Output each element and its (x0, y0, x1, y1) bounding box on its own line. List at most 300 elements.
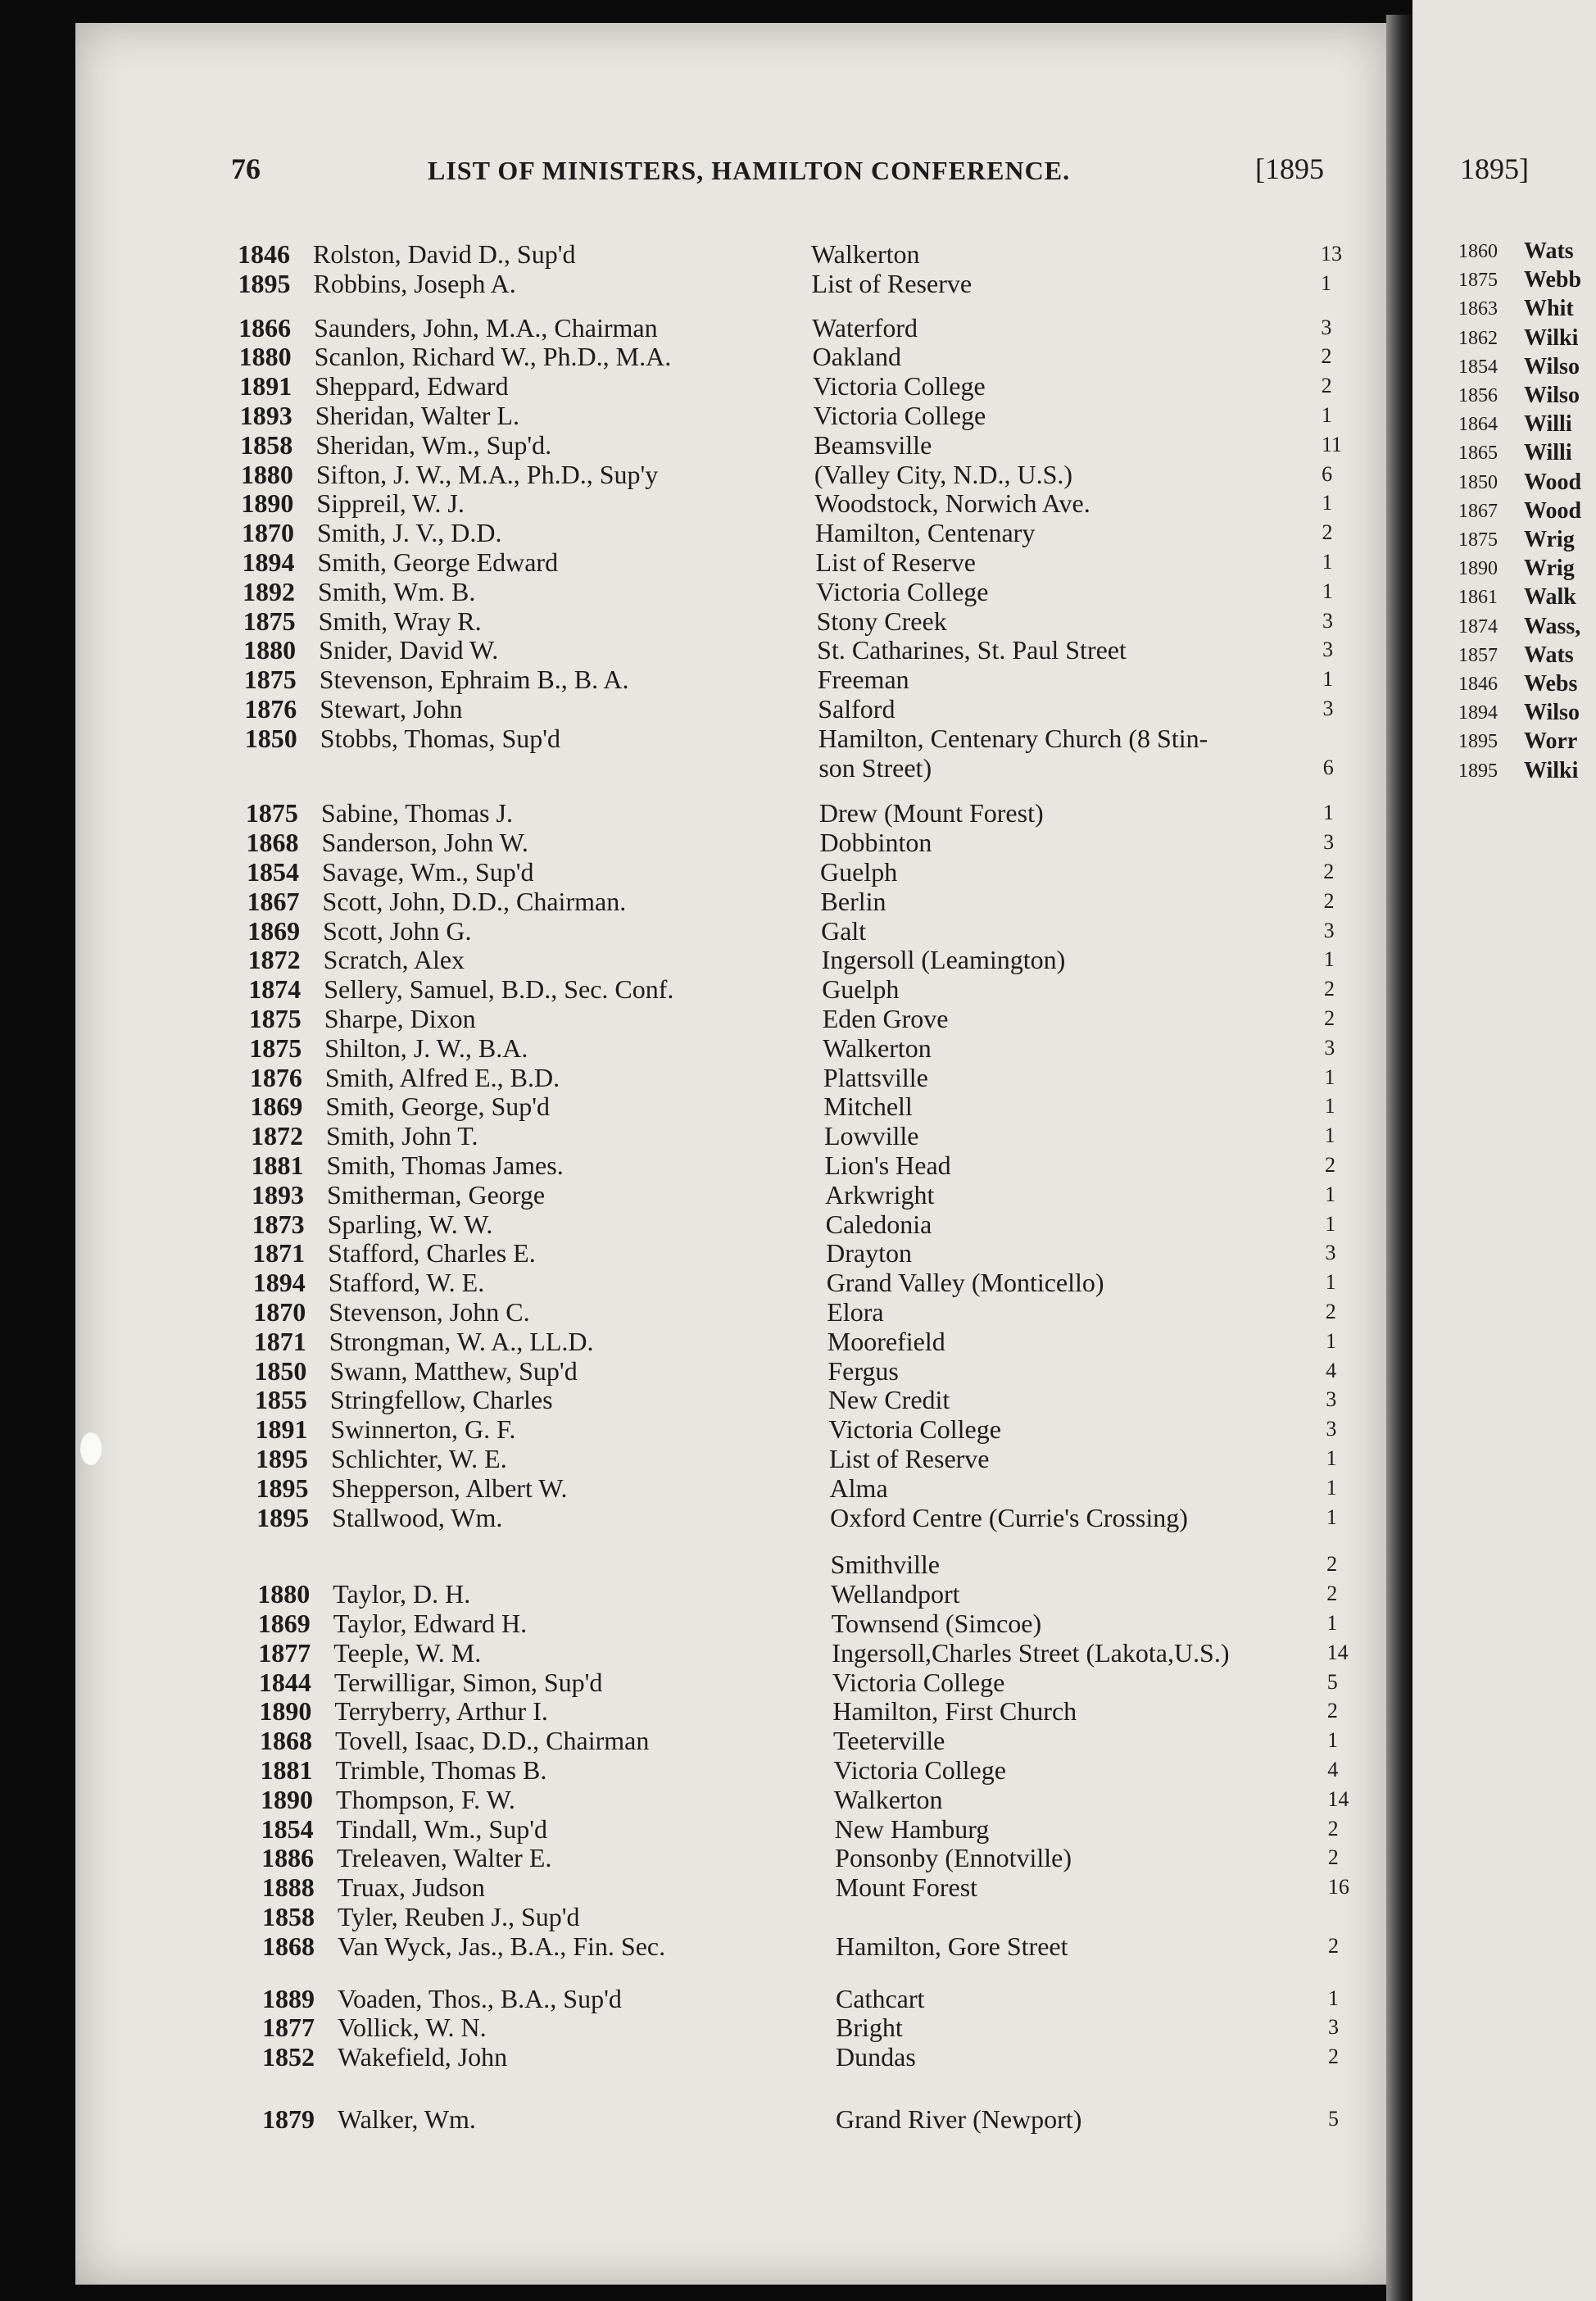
list-item (0, 1268, 1596, 1297)
entry-name: Smith, Thomas James. (326, 1150, 564, 1180)
page-number: 76 (231, 152, 261, 185)
entry-year: 1868 (262, 1931, 315, 1961)
entry-station: Victoria College (832, 1667, 1005, 1697)
list-item (0, 916, 1596, 946)
entry-station: Woodstock, Norwich Ave. (814, 488, 1090, 519)
list-item (0, 1902, 1596, 1931)
entry-name: Smith, George Edward (317, 547, 559, 577)
next-page-item (1458, 757, 1596, 785)
entry-name: Sellery, Samuel, B.D., Sec. Conf. (324, 974, 674, 1005)
entry-year: 1895 (238, 268, 291, 298)
next-page-item (1458, 728, 1596, 756)
entry-station: Wellandport (831, 1579, 960, 1609)
entry-station: Smithville (830, 1550, 940, 1580)
entry-station: Alma (829, 1473, 888, 1503)
list-item (0, 239, 1596, 269)
entry-years: 1 (1323, 947, 1335, 972)
list-item (0, 974, 1596, 1004)
entry-year: 1867 (247, 886, 300, 916)
entry-years: 1 (1322, 579, 1333, 603)
entry-years: 2 (1326, 1552, 1338, 1577)
entry-name: Shepperson, Albert W. (331, 1473, 568, 1503)
entry-name: Terwilligar, Simon, Sup'd (333, 1667, 603, 1697)
list-item (0, 1473, 1596, 1503)
next-page-item (1458, 699, 1596, 727)
next-entry-name: Wood (1524, 497, 1582, 524)
list-item (0, 460, 1596, 489)
entry-years: 3 (1322, 638, 1334, 662)
entry-name: Tyler, Reuben J., Sup'd (338, 1902, 580, 1931)
entry-station: Plattsville (823, 1062, 928, 1092)
entry-name: Sheridan, Walter L. (315, 401, 519, 430)
entry-year: 1844 (258, 1667, 311, 1697)
entry-station: Eden Grove (822, 1004, 949, 1033)
entry-station: Drayton (826, 1238, 912, 1268)
list-item (0, 1755, 1596, 1785)
next-page-item (1458, 526, 1596, 554)
header-year: [1895 (1255, 152, 1324, 185)
entry-station: Walkerton (834, 1784, 943, 1814)
entry-year: 1875 (243, 606, 296, 636)
list-item (0, 945, 1596, 974)
entry-years: 4 (1326, 1358, 1337, 1382)
entry-years: 3 (1324, 1035, 1335, 1060)
next-entry-name: Whit (1524, 296, 1574, 322)
next-entry-name: Wilki (1524, 757, 1579, 783)
entry-year: 1895 (256, 1473, 309, 1503)
entry-year: 1858 (240, 429, 293, 460)
entry-name: Wakefield, John (338, 2042, 508, 2072)
entry-name: Vollick, W. N. (338, 2013, 487, 2043)
entry-station: Oxford Centre (Currie's Crossing) (830, 1502, 1188, 1532)
list-item (0, 1444, 1596, 1473)
page-title: LIST OF MINISTERS, HAMILTON CONFERENCE. (428, 156, 1071, 185)
entry-station: Waterford (812, 312, 918, 343)
entry-years: 3 (1322, 697, 1334, 720)
entry-station: Drew (Mount Forest) (818, 798, 1044, 828)
list-item (0, 1210, 1596, 1239)
entry-name: Smith, George, Sup'd (325, 1092, 551, 1122)
entry-year: 1888 (261, 1872, 315, 1903)
list-item (0, 1872, 1596, 1902)
list-item (0, 577, 1596, 606)
entry-name: Saunders, John, M.A., Chairman (314, 312, 658, 343)
entry-year: 1875 (248, 1004, 302, 1033)
next-entry-name: Wrig (1524, 556, 1575, 582)
list-item (0, 694, 1596, 724)
entry-station: Victoria College (816, 576, 989, 606)
entry-years: 2 (1328, 1933, 1339, 1958)
entry-year: 1870 (253, 1297, 306, 1327)
entry-year: 1893 (252, 1179, 305, 1210)
next-entry-year: 1890 (1458, 558, 1498, 580)
entry-station: List of Reserve (811, 268, 973, 298)
entry-station: Hamilton, First Church (832, 1696, 1077, 1727)
next-page-item (1458, 642, 1596, 669)
entry-year: 1858 (262, 1902, 315, 1931)
entry-years: 2 (1321, 344, 1332, 369)
entry-name: Sheppard, Edward (315, 371, 509, 402)
next-entry-year: 1846 (1458, 674, 1498, 695)
entry-year: 1875 (243, 665, 297, 695)
list-item (0, 828, 1596, 857)
entry-year: 1881 (260, 1755, 313, 1785)
next-page-item (1458, 497, 1596, 525)
list-item (0, 1550, 1596, 1579)
list-item (0, 1121, 1596, 1150)
entry-station: Moorefield (827, 1326, 945, 1356)
entry-name: Sheridan, Wm., Sup'd. (315, 429, 552, 460)
list-item (0, 401, 1596, 430)
entry-years: 1 (1325, 1182, 1336, 1206)
list-item (0, 313, 1596, 343)
next-entry-year: 1860 (1458, 241, 1498, 262)
entry-station: List of Reserve (829, 1444, 990, 1473)
entry-station: Hamilton, Centenary (814, 518, 1036, 548)
entry-year: 1892 (243, 576, 296, 606)
entry-name: Scanlon, Richard W., Ph.D., M.A. (314, 342, 672, 372)
entry-years: 1 (1324, 1064, 1335, 1089)
entry-name: Taylor, Edward H. (333, 1609, 528, 1638)
entry-year: 1889 (262, 1983, 315, 2013)
entry-years: 1 (1321, 270, 1332, 295)
list-item (0, 1063, 1596, 1092)
entry-station: Dundas (836, 2042, 916, 2072)
entry-name: Swinnerton, G. F. (330, 1414, 516, 1445)
entry-year: 1875 (249, 1032, 302, 1063)
next-entry-name: Walk (1524, 584, 1576, 610)
list-item (0, 2042, 1596, 2072)
entry-name: Thompson, F. W. (336, 1784, 515, 1814)
entry-years: 2 (1327, 1816, 1339, 1840)
next-entry-year: 1854 (1458, 356, 1498, 378)
list-item (0, 1696, 1596, 1726)
list-item (0, 547, 1596, 577)
entry-years: 14 (1327, 1786, 1349, 1811)
list-item (0, 1004, 1596, 1033)
next-entry-name: Wilso (1524, 700, 1580, 726)
entry-years: 5 (1326, 1669, 1338, 1694)
entry-year: 1894 (242, 547, 295, 577)
entry-years: 2 (1323, 977, 1335, 1001)
entry-name: Terryberry, Arthur I. (334, 1696, 548, 1727)
entry-years: 2 (1321, 374, 1332, 398)
next-page-item (1458, 555, 1596, 583)
entry-years: 2 (1328, 2045, 1339, 2069)
entry-years: 3 (1325, 1241, 1336, 1265)
next-page-item (1458, 439, 1596, 467)
entry-name: Stringfellow, Charles (329, 1385, 553, 1415)
entry-station: Lowville (823, 1121, 919, 1151)
entry-years: 3 (1328, 2015, 1339, 2040)
list-item (0, 1931, 1596, 1961)
entry-year: 1854 (247, 857, 299, 887)
next-entry-year: 1850 (1458, 471, 1498, 493)
next-entry-year: 1865 (1458, 442, 1498, 465)
entry-name: Treleaven, Walter E. (337, 1843, 552, 1873)
next-page-item (1458, 238, 1596, 266)
entry-station: Elora (827, 1297, 884, 1327)
next-entry-year: 1875 (1458, 529, 1498, 551)
entry-station: son Street) (818, 752, 932, 783)
list-item (0, 1785, 1596, 1814)
list-item (0, 488, 1596, 518)
list-item (0, 2013, 1596, 2042)
entry-name: Rolston, David D., Sup'd (313, 239, 576, 269)
entry-name: Scratch, Alex (323, 945, 465, 975)
entry-station: Hamilton, Gore Street (836, 1931, 1068, 1961)
next-entry-name: Willi (1524, 440, 1572, 466)
entry-year: 1875 (245, 798, 298, 828)
list-item (0, 887, 1596, 916)
entry-station: Townsend (Simcoe) (831, 1609, 1042, 1638)
entry-name: Truax, Judson (337, 1872, 485, 1903)
entry-years: 3 (1323, 830, 1335, 855)
entry-name: Smith, John T. (325, 1121, 478, 1151)
entry-station: Cathcart (836, 1983, 925, 2013)
entry-station: Caledonia (825, 1209, 932, 1239)
entry-years: 2 (1324, 1153, 1335, 1177)
entry-years: 1 (1327, 1728, 1339, 1753)
list-item (0, 1150, 1596, 1180)
entry-years: 13 (1321, 242, 1342, 266)
list-item (0, 371, 1596, 401)
list-item (0, 1180, 1596, 1210)
entry-year: 1879 (262, 2104, 315, 2134)
entry-name: Sifton, J. W., M.A., Ph.D., Sup'y (315, 459, 659, 489)
next-entry-year: 1895 (1458, 731, 1498, 753)
entry-years: 3 (1326, 1417, 1337, 1441)
list-item (0, 2104, 1596, 2134)
entry-name: Stewart, John (320, 694, 463, 724)
list-item (0, 1668, 1596, 1697)
next-entry-name: Wats (1524, 238, 1574, 264)
entry-years: 5 (1328, 2107, 1339, 2131)
entry-year: 1880 (257, 1579, 311, 1609)
entry-year: 1868 (246, 828, 299, 858)
entry-station: Mount Forest (835, 1872, 978, 1903)
next-page-item (1458, 411, 1596, 438)
list-item (0, 724, 1596, 753)
entry-years: 2 (1322, 520, 1333, 545)
entry-station: Arkwright (825, 1179, 935, 1210)
list-item (0, 430, 1596, 460)
entry-name: Teeple, W. M. (333, 1637, 482, 1668)
list-item (0, 798, 1596, 828)
entry-station: Ingersoll (Leamington) (821, 945, 1066, 975)
entry-year: 1880 (238, 342, 292, 372)
entry-year: 1852 (262, 2042, 315, 2072)
entry-name: Taylor, D. H. (333, 1579, 471, 1609)
entry-years: 2 (1326, 1582, 1338, 1606)
entry-year: 1876 (249, 1062, 302, 1092)
entry-name: Sanderson, John W. (321, 828, 528, 858)
entry-year: 1869 (250, 1092, 303, 1122)
next-page-item (1458, 670, 1596, 698)
entry-name: Voaden, Thos., B.A., Sup'd (338, 1983, 622, 2013)
entry-years: 3 (1322, 608, 1333, 633)
next-entry-year: 1875 (1458, 270, 1498, 292)
paper-blemish (80, 1432, 102, 1465)
entry-name: Strongman, W. A., LL.D. (329, 1326, 594, 1356)
list-item (0, 1609, 1596, 1638)
list-item (0, 606, 1596, 636)
entry-year: 1869 (247, 915, 301, 946)
entry-year: 1872 (250, 1121, 303, 1151)
entry-name: Trimble, Thomas B. (335, 1755, 547, 1785)
next-entry-name: Webb (1524, 267, 1582, 293)
next-entry-year: 1864 (1458, 414, 1498, 436)
entry-name: Snider, David W. (319, 635, 499, 665)
entry-years: 3 (1323, 918, 1335, 942)
entry-year: 1871 (252, 1238, 306, 1268)
entry-station: Salford (818, 694, 895, 724)
next-page-item (1458, 613, 1596, 641)
list-item (0, 1327, 1596, 1356)
entry-name: Scott, John G. (323, 915, 472, 946)
entry-name: Robbins, Joseph A. (313, 268, 516, 298)
next-entry-name: Worr (1524, 728, 1578, 755)
entry-year: 1866 (238, 312, 292, 343)
list-item (0, 857, 1596, 887)
list-item (0, 1356, 1596, 1386)
next-page-item (1458, 266, 1596, 294)
entry-year: 1868 (259, 1726, 312, 1756)
entry-name: Stevenson, John C. (329, 1297, 530, 1327)
entry-station: New Credit (827, 1385, 950, 1415)
entry-year: 1874 (248, 974, 302, 1005)
entry-station: St. Catharines, St. Paul Street (817, 635, 1127, 665)
entry-years: 1 (1322, 491, 1333, 515)
entry-year: 1855 (254, 1385, 307, 1415)
entry-station: Galt (821, 915, 867, 946)
entry-station: Stony Creek (816, 606, 947, 636)
entry-year: 1890 (241, 488, 294, 519)
entry-station: Walkerton (811, 239, 920, 269)
entry-year: 1877 (262, 2013, 315, 2043)
entry-name: Savage, Wm., Sup'd (322, 857, 534, 887)
list-item (0, 665, 1596, 694)
entry-station: Grand River (Newport) (836, 2104, 1082, 2134)
next-entry-name: Wilki (1524, 324, 1579, 351)
next-entry-year: 1867 (1458, 500, 1498, 522)
entry-station: Teeterville (832, 1726, 945, 1756)
entry-year: 1890 (261, 1784, 314, 1814)
entry-year: 1890 (259, 1696, 312, 1727)
next-entry-year: 1874 (1458, 615, 1498, 638)
list-item (0, 1385, 1596, 1414)
entry-name: Stobbs, Thomas, Sup'd (320, 723, 561, 753)
entry-year: 1891 (255, 1414, 308, 1445)
entry-station: Mitchell (823, 1092, 913, 1122)
entry-year: 1880 (240, 459, 293, 489)
entry-year: 1895 (256, 1444, 308, 1473)
entry-years: 1 (1326, 1504, 1337, 1529)
entry-year: 1886 (261, 1843, 315, 1873)
list-item (0, 1033, 1596, 1063)
list-item (0, 1414, 1596, 1444)
entry-years: 1 (1326, 1475, 1337, 1500)
entry-years: 1 (1322, 550, 1333, 574)
entry-station: Walkerton (823, 1032, 932, 1063)
entry-years: 1 (1325, 1270, 1336, 1295)
entry-years: 16 (1327, 1875, 1349, 1899)
entry-years: 2 (1327, 1845, 1339, 1870)
entry-station: Guelph (820, 857, 898, 887)
entry-station: Guelph (822, 974, 900, 1005)
entry-name: Smith, Wray R. (318, 606, 482, 636)
entry-year: 1876 (244, 694, 297, 724)
entry-name: Van Wyck, Jas., B.A., Fin. Sec. (338, 1931, 666, 1961)
entry-name: Stafford, Charles E. (328, 1238, 536, 1268)
next-page-year: 1895] (1460, 152, 1529, 185)
next-entry-name: Wass, (1524, 613, 1581, 639)
entry-station: Berlin (820, 886, 886, 916)
entry-name: Tindall, Wm., Sup'd (336, 1813, 547, 1844)
entry-name: Smith, Wm. B. (318, 576, 476, 606)
entry-years: 4 (1327, 1758, 1339, 1781)
next-page-item (1458, 295, 1596, 323)
entry-year: 1891 (239, 371, 292, 402)
entry-name: Swann, Matthew, Sup'd (329, 1355, 578, 1386)
entry-year: 1846 (238, 239, 290, 269)
list-item (0, 342, 1596, 371)
entry-station: Victoria College (813, 371, 986, 402)
entry-years: 1 (1324, 1094, 1335, 1119)
entry-name: Smith, J. V., D.D. (316, 518, 502, 548)
list-item (0, 1638, 1596, 1668)
entry-station: Dobbinton (819, 828, 932, 858)
entry-year: 1870 (241, 518, 294, 548)
list-item (0, 1984, 1596, 2013)
entry-name: Smitherman, George (327, 1179, 546, 1210)
next-entry-name: Wrig (1524, 527, 1575, 552)
entry-year: 1854 (261, 1813, 314, 1844)
entry-years: 2 (1324, 1006, 1335, 1030)
entry-name: Stevenson, Ephraim B., B. A. (319, 665, 629, 695)
list-item (0, 1092, 1596, 1121)
entry-years: 6 (1322, 755, 1334, 779)
next-page-item (1458, 469, 1596, 497)
entry-years: 2 (1323, 888, 1335, 913)
next-page-item (1458, 324, 1596, 352)
entry-station: (Valley City, N.D., U.S.) (814, 459, 1073, 489)
next-entry-name: Wats (1524, 642, 1574, 668)
entry-year: 1895 (256, 1502, 310, 1532)
entry-station: Hamilton, Centenary Church (8 Stin- (818, 723, 1208, 753)
list-item (0, 1503, 1596, 1532)
entry-name: Scott, John, D.D., Chairman. (322, 886, 627, 916)
entry-station: Oakland (812, 342, 902, 372)
entry-year: 1850 (244, 723, 297, 753)
list-item (0, 518, 1596, 547)
entry-station: Grand Valley (Monticello) (826, 1268, 1104, 1298)
next-page-item (1458, 353, 1596, 381)
next-entry-year: 1894 (1458, 702, 1498, 724)
entry-station: Victoria College (828, 1414, 1001, 1445)
list-item (0, 1726, 1596, 1755)
entry-name: Stallwood, Wm. (332, 1502, 503, 1532)
entry-station: Lion's Head (824, 1150, 951, 1180)
next-entry-name: Willi (1524, 411, 1572, 438)
entry-station: Victoria College (813, 401, 986, 430)
entry-station: Bright (836, 2013, 903, 2043)
next-entry-name: Wood (1524, 469, 1582, 495)
entry-years: 3 (1321, 315, 1332, 339)
entry-year: 1893 (239, 401, 292, 430)
entry-years: 11 (1321, 432, 1343, 456)
entry-year: 1873 (252, 1209, 305, 1239)
